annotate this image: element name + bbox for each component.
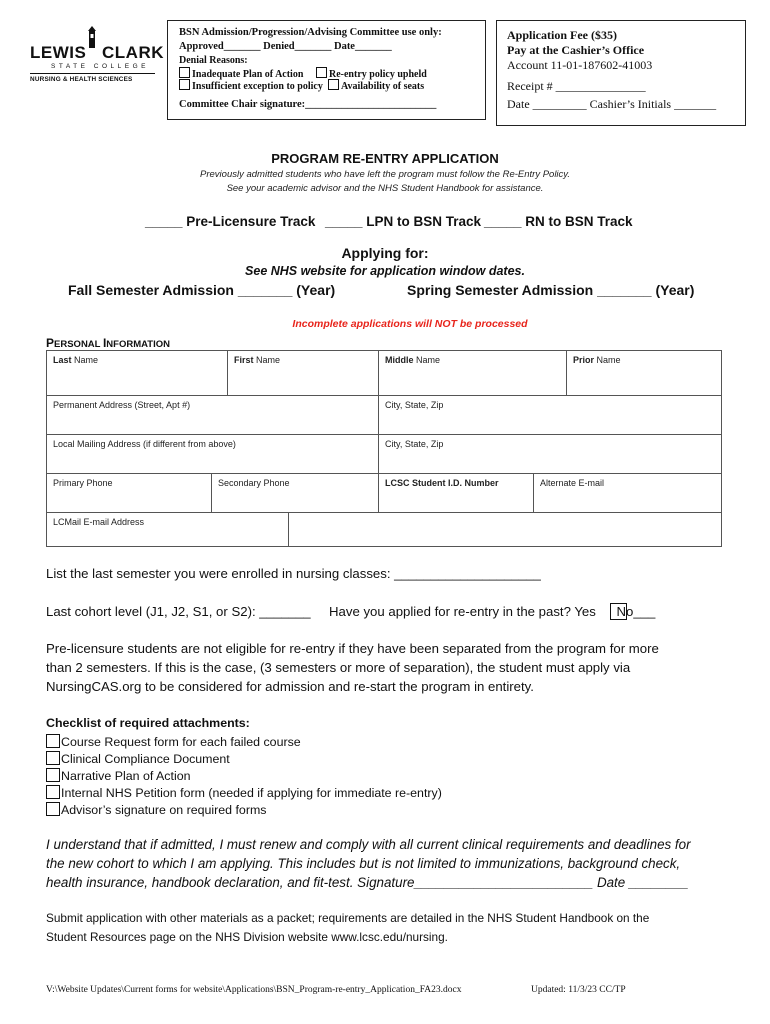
checklist-label: Course Request form for each failed course [61, 735, 301, 749]
receipt-number-field[interactable]: Receipt # _______________ [507, 79, 646, 93]
field-label: Name [253, 355, 281, 365]
heading-text: ERSONAL [54, 339, 103, 350]
agreement-signature-date[interactable]: health insurance, handbook declaration, and fit-test. Signature________________________ Date ________ [46, 875, 689, 890]
track-lpn-to-bsn[interactable]: _____ LPN to BSN Track [325, 214, 482, 229]
field-label: Name [413, 355, 441, 365]
personal-information-heading [46, 336, 170, 350]
bell-tower-icon [85, 26, 99, 48]
committee-use-box [167, 20, 486, 120]
checkbox-icon[interactable] [46, 734, 60, 748]
heading-cap: P [46, 336, 55, 350]
cashier-date-initials-field[interactable]: Date _________ Cashier’s Initials _______ [507, 97, 717, 111]
reason-label: Re-entry policy upheld [329, 69, 427, 80]
checklist-item[interactable] [46, 802, 266, 817]
checkbox-icon[interactable] [46, 768, 60, 782]
application-window-note: See NHS website for application window dates. [245, 264, 525, 278]
spring-semester-admission[interactable]: Spring Semester Admission _______ (Year) [407, 282, 695, 298]
checklist-label: Clinical Compliance Document [61, 752, 230, 766]
fee-amount: Application Fee ($35) [507, 28, 617, 42]
checklist-label: Internal NHS Petition form (needed if applying for immediate re-entry) [61, 786, 442, 800]
checklist-item[interactable] [46, 768, 190, 783]
lcmail-email-input[interactable] [288, 512, 722, 547]
college-logo [30, 30, 164, 90]
checkbox-icon[interactable] [316, 67, 327, 78]
fee-pay-location: Pay at the Cashier’s Office [507, 43, 645, 57]
heading-cap: I [102, 336, 107, 350]
field-label-bold: First [234, 355, 254, 365]
eligibility-line-1: Pre-licensure students are not eligible for re-entry if they have been separated from the program for more [46, 641, 659, 656]
checkbox-icon[interactable] [46, 802, 60, 816]
committee-status-line[interactable]: Approved_______ Denied_______ Date_______ [179, 41, 392, 52]
logo-subtitle: STATE COLLEGE [51, 63, 149, 70]
alternate-email-field[interactable]: Alternate E-mail [533, 473, 722, 513]
page-subtitle-2: See your academic advisor and the NHS Student Handbook for assistance. [226, 183, 544, 194]
checkbox-icon[interactable] [328, 79, 339, 90]
heading-text: NFORMATION [106, 339, 170, 350]
last-cohort-question[interactable]: Last cohort level (J1, J2, S1, or S2): _______ [46, 604, 311, 619]
first-name-field[interactable] [227, 350, 379, 396]
checklist-item[interactable] [46, 734, 301, 749]
checkbox-icon[interactable] [46, 785, 60, 799]
track-rn-to-bsn[interactable]: _____ RN to BSN Track [484, 214, 633, 229]
checkbox-icon[interactable] [46, 751, 60, 765]
reason-insufficient-exception[interactable] [179, 79, 323, 92]
local-city-state-zip-field[interactable]: City, State, Zip [378, 434, 722, 474]
prior-name-field[interactable] [566, 350, 722, 396]
page-title: PROGRAM RE-ENTRY APPLICATION [271, 151, 499, 166]
reason-label: Inadequate Plan of Action [192, 69, 304, 80]
field-label: Name [594, 355, 621, 365]
logo-name-right: CLARK [102, 43, 164, 62]
agreement-line-1: I understand that if admitted, I must renew and comply with all current clinical requirements and deadlines for [46, 837, 691, 852]
committee-heading: BSN Admission/Progression/Advising Committee use only: [179, 27, 442, 38]
committee-chair-signature[interactable]: Committee Chair signature:_________________________ [179, 99, 437, 110]
lcmail-email-field[interactable]: LCMail E-mail Address [46, 512, 289, 547]
reason-label: Availability of seats [341, 81, 425, 92]
eligibility-line-2: than 2 semesters. If this is the case, (3 semesters or more of separation), the student must apply via [46, 660, 631, 675]
secondary-phone-field[interactable]: Secondary Phone [211, 473, 379, 513]
checklist-item[interactable] [46, 751, 230, 766]
permanent-city-state-zip-field[interactable]: City, State, Zip [378, 395, 722, 435]
permanent-address-field[interactable]: Permanent Address (Street, Apt #) [46, 395, 379, 435]
reason-label: Insufficient exception to policy [192, 81, 323, 92]
middle-name-field[interactable] [378, 350, 567, 396]
question-label: Have you applied for re-entry in the past? Yes [329, 604, 596, 619]
last-name-field[interactable] [46, 350, 228, 396]
student-id-field[interactable]: LCSC Student I.D. Number [378, 473, 534, 513]
yes-checkbox[interactable] [610, 603, 627, 620]
field-label-bold: Prior [573, 355, 595, 365]
agreement-line-2: the new cohort to which I am applying. This includes but is not limited to immunizations, background check, [46, 856, 681, 871]
footer-file-path: V:\Website Updates\Current forms for website\Applications\BSN_Program-re-entry_Application_FA23.docx [46, 985, 462, 995]
checklist-label: Advisor’s signature on required forms [61, 803, 267, 817]
eligibility-line-3: NursingCAS.org to be considered for admission and re-start the program in entirety. [46, 679, 534, 694]
checkbox-icon[interactable] [179, 79, 190, 90]
field-label: Name [71, 355, 99, 365]
footer-updated: Updated: 11/3/23 CC/TP [531, 985, 626, 995]
primary-phone-field[interactable]: Primary Phone [46, 473, 212, 513]
logo-division: NURSING & HEALTH SCIENCES [30, 76, 133, 83]
field-label-bold: Last [53, 355, 72, 365]
denial-reasons-heading: Denial Reasons: [179, 55, 248, 66]
fee-account: Account 11-01-187602-41003 [507, 58, 653, 72]
submit-instructions-2: Student Resources page on the NHS Division website www.lcsc.edu/nursing. [46, 930, 448, 944]
applied-before-question[interactable] [329, 604, 655, 619]
logo-name-left: LEWIS [30, 43, 87, 62]
application-fee-box [496, 20, 746, 126]
checklist-label: Narrative Plan of Action [61, 769, 191, 783]
submit-instructions-1: Submit application with other materials as a packet; requirements are detailed in the NHS Student Handbook on the [46, 911, 650, 925]
applying-for-heading: Applying for: [341, 245, 429, 261]
fall-semester-admission[interactable]: Fall Semester Admission _______ (Year) [68, 282, 336, 298]
reason-availability-seats[interactable] [328, 79, 424, 92]
no-option[interactable]: No___ [612, 604, 656, 619]
field-label-bold: Middle [385, 355, 414, 365]
track-prelicensure[interactable]: _____ Pre-Licensure Track [145, 214, 316, 229]
checklist-item[interactable] [46, 785, 442, 800]
local-mailing-address-field[interactable]: Local Mailing Address (if different from above) [46, 434, 379, 474]
personal-information-form [46, 350, 722, 547]
incomplete-warning: Incomplete applications will NOT be processed [292, 318, 528, 330]
checklist-heading: Checklist of required attachments: [46, 716, 250, 730]
logo-rule [30, 73, 155, 74]
checkbox-icon[interactable] [179, 67, 190, 78]
last-semester-question[interactable]: List the last semester you were enrolled in nursing classes: ____________________ [46, 566, 541, 581]
page-subtitle-1: Previously admitted students who have left the program must follow the Re-Entry Policy. [200, 169, 570, 180]
